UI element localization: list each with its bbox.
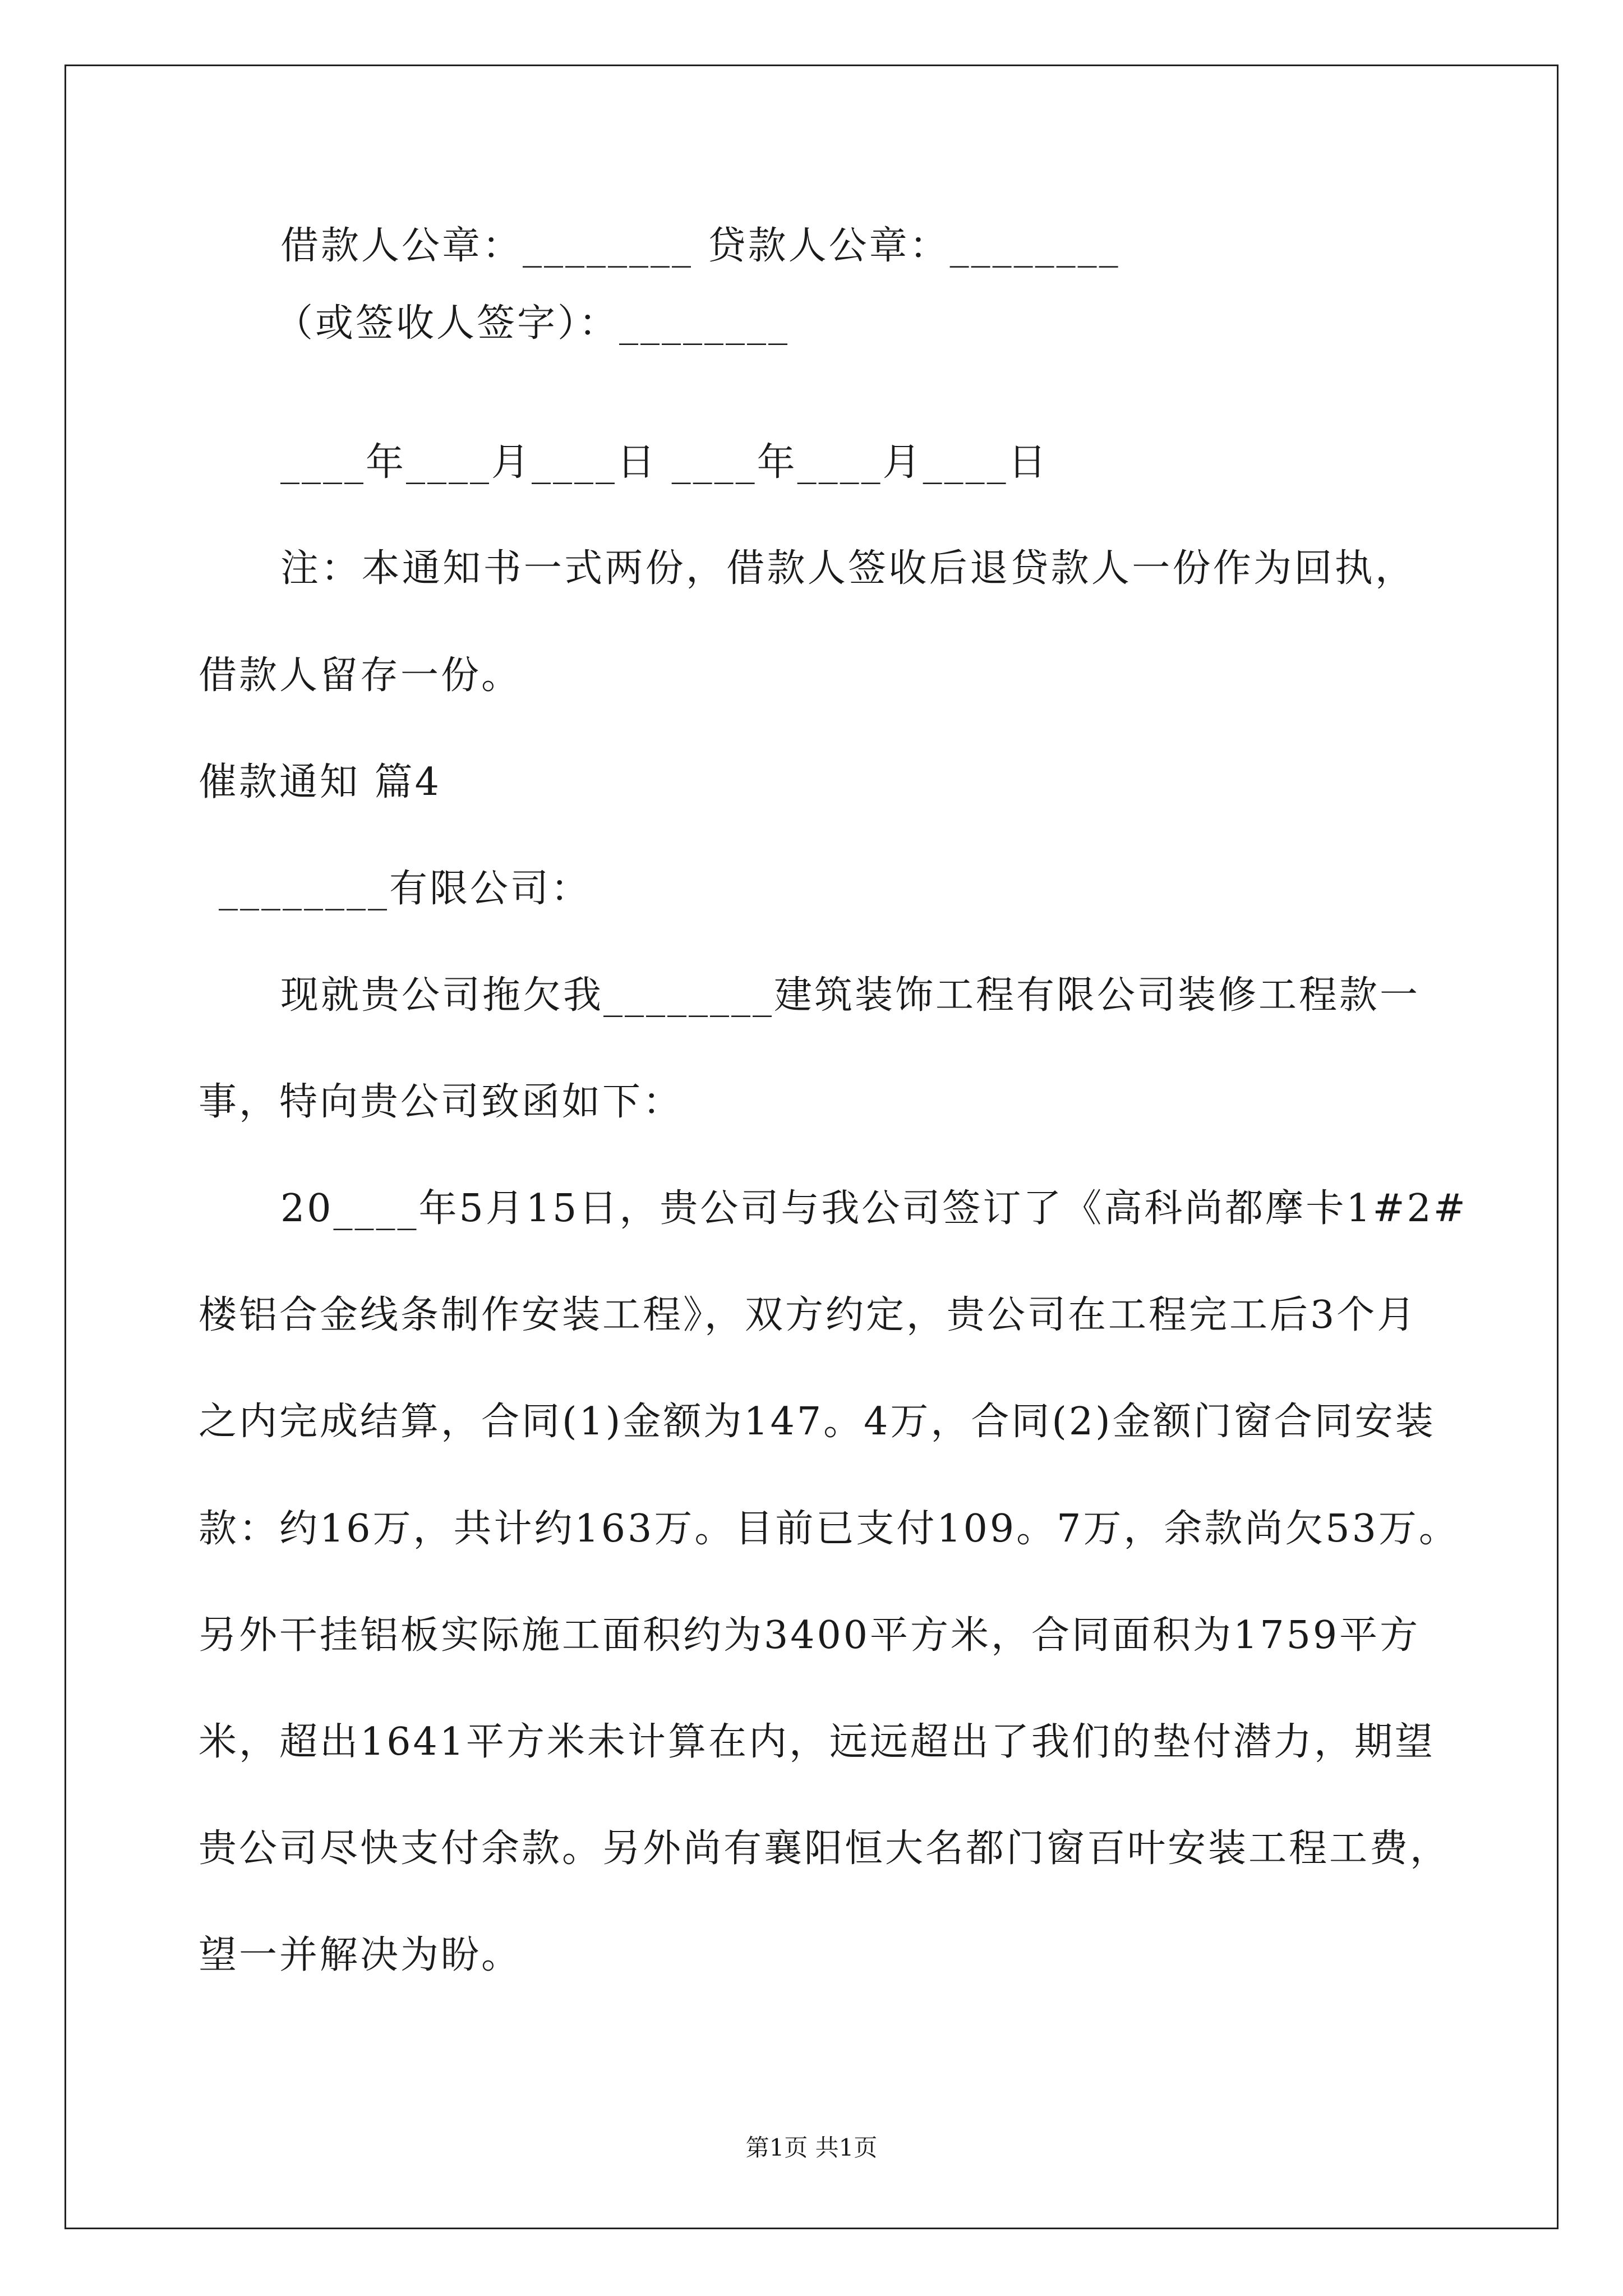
- body-line-3: 20____年5月15日，贵公司与我公司签订了《高科尚都摩卡1#2#: [280, 1186, 1468, 1231]
- note-line-2: 借款人留存一份。: [199, 654, 522, 698]
- page-number: 第1页 共1页: [745, 2134, 878, 2161]
- body-line-1: 现就贵公司拖欠我________建筑装饰工程有限公司装修工程款一: [280, 973, 1421, 1018]
- seal-line: 借款人公章：________ 贷款人公章：________: [280, 224, 1121, 268]
- section-heading: 催款通知 篇4: [199, 760, 441, 804]
- body-line-10: 望一并解决为盼。: [199, 1933, 522, 1977]
- body-line-5: 之内完成结算，合同(1)金额为147。4万，合同(2)金额门窗合同安装: [199, 1400, 1436, 1444]
- body-line-8: 米，超出1641平方米未计算在内，远远超出了我们的垫付潜力，期望: [199, 1720, 1436, 1764]
- body-line-6: 款：约16万，共计约163万。目前已支付109。7万，余款尚欠53万。: [199, 1507, 1459, 1551]
- recipient-line: ________有限公司：: [219, 867, 592, 911]
- page-border: [64, 65, 1559, 2229]
- body-line-9: 贵公司尽快支付余款。另外尚有襄阳恒大名都门窗百叶安装工程工费，: [199, 1826, 1451, 1871]
- signature-line: （或签收人签字）：________: [275, 301, 790, 346]
- date-line: ____年____月____日 ____年____月____日: [280, 440, 1049, 485]
- note-line-1: 注：本通知书一式两份，借款人签收后退贷款人一份作为回执，: [280, 546, 1415, 591]
- body-line-2: 事，特向贵公司致函如下：: [199, 1080, 684, 1124]
- body-line-4: 楼铝合金线条制作安装工程》，双方约定，贵公司在工程完工后3个月: [199, 1293, 1418, 1337]
- body-line-7: 另外干挂铝板实际施工面积约为3400平方米，合同面积为1759平方: [199, 1613, 1421, 1658]
